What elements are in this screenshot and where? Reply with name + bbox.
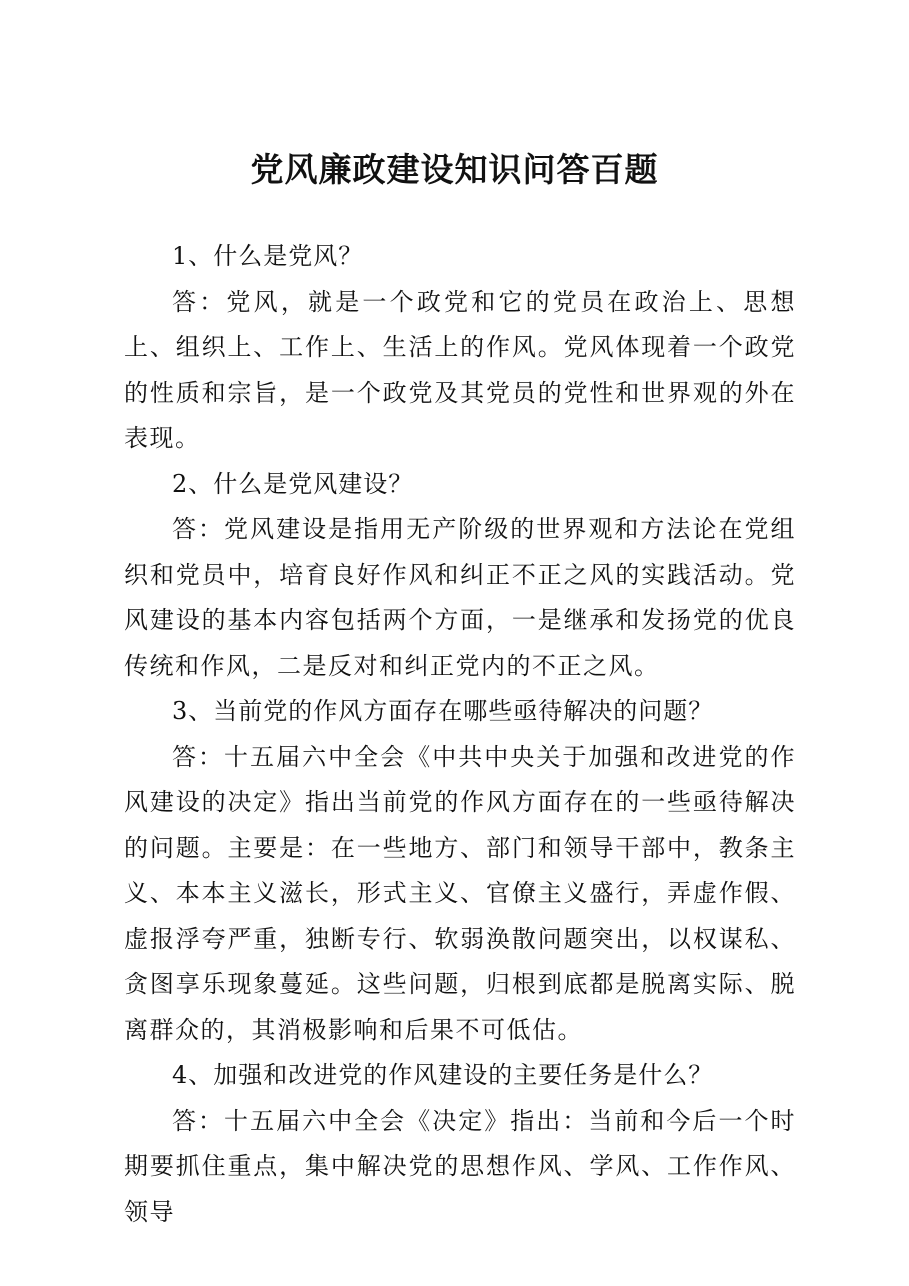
answer-2: 答：党风建设是指用无产阶级的世界观和方法论在党组织和党员中，培育良好作风和纠正不正之风的实践活动。党风建设的基本内容包括两个方面，一是继承和发扬党的优良传统和作风，二是反对和纠正党内的不正之风。 [124,515,796,680]
question-2: 2、什么是党风建设？ [172,469,414,498]
question-3: 3、当前党的作风方面存在哪些亟待解决的问题？ [172,697,714,725]
question-4: 4、加强和改进党的作风建设的主要任务是什么？ [172,1061,714,1089]
answer-1: 答：党风，就是一个政党和它的党员在政治上、思想上、组织上、工作上、生活上的作风。党风体现着一个政党的性质和宗旨，是一个政党及其党员的党性和世界观的外在表现。 [124,287,796,452]
document-body [124,234,796,1235]
answer-3: 答：十五届六中全会《中共中央关于加强和改进党的作风建设的决定》指出当前党的作风方面存在的一些亟待解决的问题。主要是：在一些地方、部门和领导干部中，教条主义、本本主义滋长，形式主义、官僚主义盛行，弄虚作假、虚报浮夸严重，独断专行、软弱涣散问题突出，以权谋私、贪图享乐现象蔓延。这些问题，归根到底都是脱离实际、脱离群众的，其消极影响和后果不可低估。 [124,742,796,1044]
question-1: 1、什么是党风？ [172,242,364,270]
document-title: 党风廉政建设知识问答百题 [250,150,659,189]
answer-4: 答：十五届六中全会《决定》指出：当前和今后一个时期要抓住重点，集中解决党的思想作风、学风、工作作风、领导 [124,1106,796,1226]
